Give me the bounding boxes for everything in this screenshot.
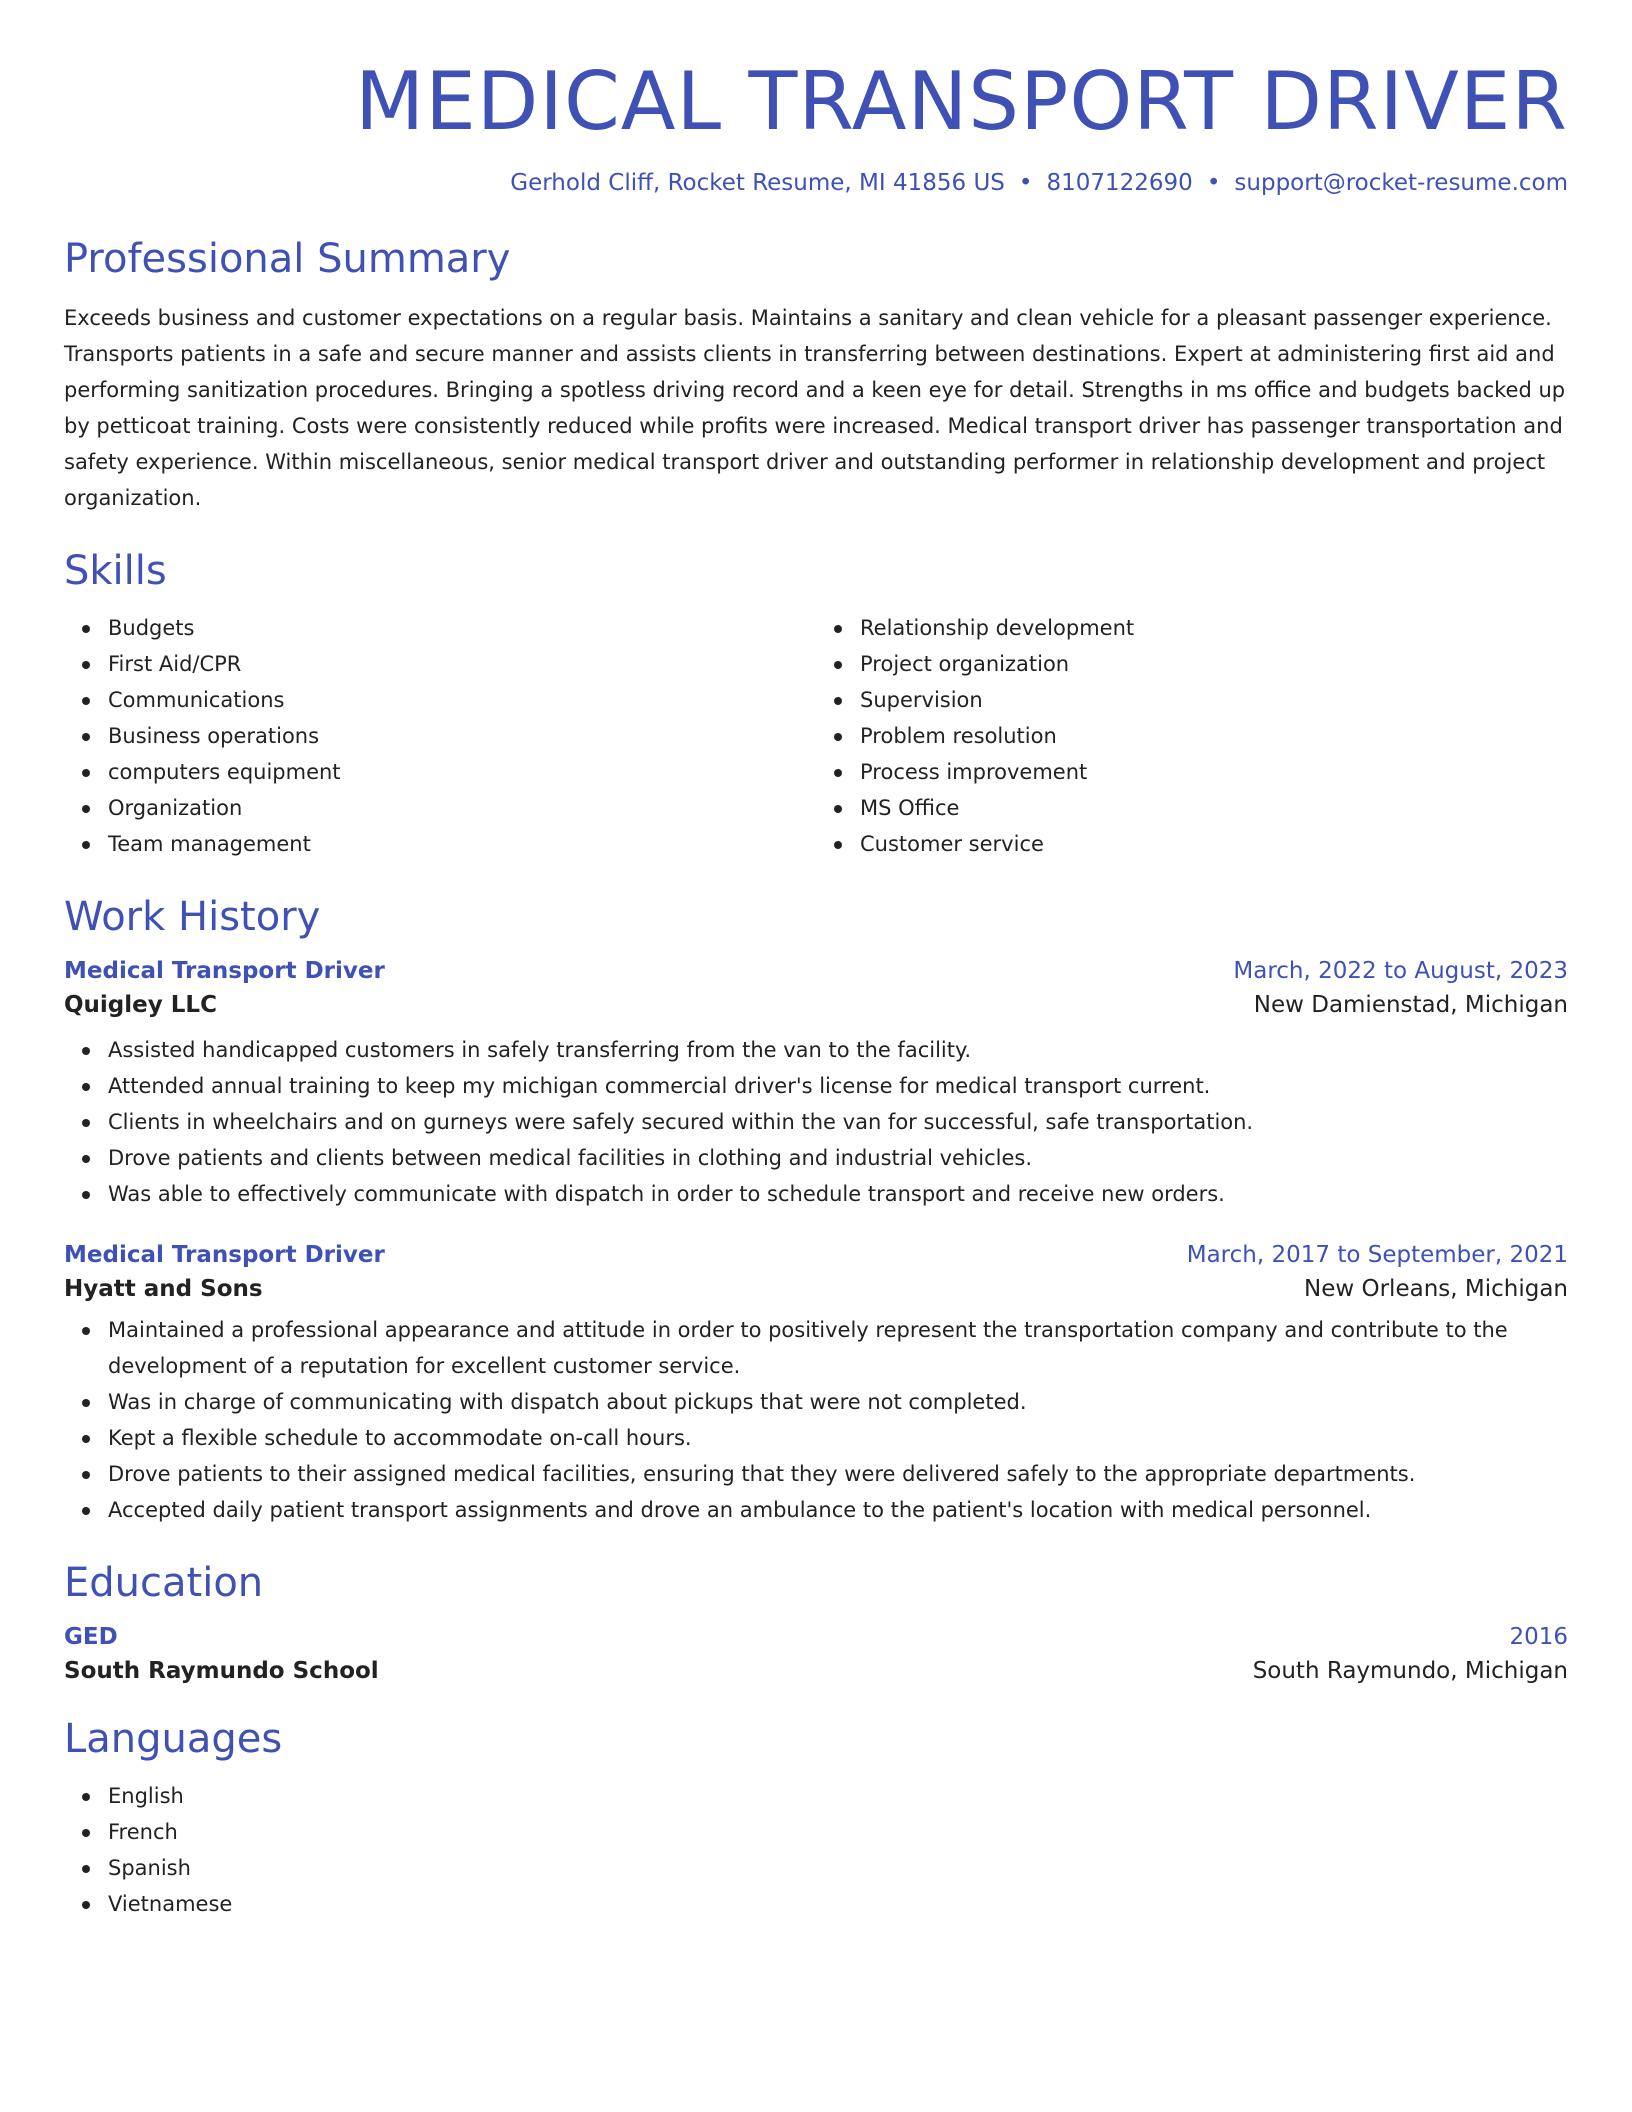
work-history-heading: Work History — [64, 894, 321, 940]
job-bullet: Was in charge of communicating with dispatch about pickups that were not completed. — [108, 1384, 1568, 1420]
contact-address: Gerhold Cliff, Rocket Resume, MI 41856 US — [510, 170, 1005, 196]
job-bullet: Accepted daily patient transport assignments and drove an ambulance to the patient's location with medical personnel. — [108, 1492, 1568, 1528]
skill-item: Relationship development — [860, 610, 1568, 646]
skills-section — [64, 546, 1568, 862]
job-header — [64, 958, 1568, 984]
language-item: Spanish — [108, 1850, 1568, 1886]
job-role: Medical Transport Driver — [64, 1242, 385, 1268]
skills-heading: Skills — [64, 548, 167, 594]
education-subheader — [64, 1658, 1568, 1684]
skill-item: Organization — [108, 790, 816, 826]
languages-section — [64, 1714, 1568, 1922]
language-item: Vietnamese — [108, 1886, 1568, 1922]
languages-heading: Languages — [64, 1716, 283, 1762]
skill-item: Problem resolution — [860, 718, 1568, 754]
job-entry — [64, 958, 1568, 1212]
contact-phone: 8107122690 — [1046, 170, 1193, 196]
job-header — [64, 1242, 1568, 1268]
language-item: English — [108, 1778, 1568, 1814]
job-company: Hyatt and Sons — [64, 1276, 263, 1302]
skill-item: Team management — [108, 826, 816, 862]
job-role: Medical Transport Driver — [64, 958, 385, 984]
summary-heading: Professional Summary — [64, 236, 511, 282]
skills-columns — [64, 610, 1568, 862]
education-year: 2016 — [1509, 1624, 1568, 1650]
job-bullet: Drove patients and clients between medical facilities in clothing and industrial vehicles. — [108, 1140, 1568, 1176]
skill-item: Project organization — [860, 646, 1568, 682]
job-bullet: Was able to effectively communicate with dispatch in order to schedule transport and receive new orders. — [108, 1176, 1568, 1212]
job-bullet: Clients in wheelchairs and on gurneys were safely secured within the van for successful, safe transportation. — [108, 1104, 1568, 1140]
job-bullets — [64, 1032, 1568, 1212]
job-dates: March, 2022 to August, 2023 — [1233, 958, 1568, 984]
education-degree: GED — [64, 1624, 118, 1650]
contact-email[interactable]: support@rocket-resume.com — [1234, 170, 1568, 196]
skill-item: First Aid/CPR — [108, 646, 816, 682]
job-bullet: Drove patients to their assigned medical facilities, ensuring that they were delivered safely to the appropriate departments. — [108, 1456, 1568, 1492]
skill-item: Process improvement — [860, 754, 1568, 790]
job-subheader — [64, 992, 1568, 1018]
work-history-section — [64, 892, 1568, 1528]
languages-list — [64, 1778, 1568, 1922]
skill-item: MS Office — [860, 790, 1568, 826]
skill-item: Supervision — [860, 682, 1568, 718]
job-entry — [64, 1242, 1568, 1528]
summary-text: Exceeds business and customer expectations on a regular basis. Maintains a sanitary and clean vehicle for a pleasant passenger experience. Transports patients in a safe and secure manner and assists clients in transferring between destinations. Expert at administering first aid and performing sanitization procedures. Bringing a spotless driving record and a keen eye for detail. Strengths in ms office and budgets backed up by petticoat training. Costs were consistently reduced while profits were increased. Medical transport driver has passenger transportation and safety experience. Within miscellaneous, senior medical transport driver and outstanding performer in relationship development and project organization. — [64, 306, 1566, 510]
skill-item: computers equipment — [108, 754, 816, 790]
job-location: New Orleans, Michigan — [1304, 1276, 1568, 1302]
job-bullet: Kept a flexible schedule to accommodate on-call hours. — [108, 1420, 1568, 1456]
education-section — [64, 1558, 1568, 1684]
language-item: French — [108, 1814, 1568, 1850]
skills-list-left — [64, 610, 816, 862]
skill-item: Budgets — [108, 610, 816, 646]
summary-section — [64, 234, 1568, 516]
job-location: New Damienstad, Michigan — [1253, 992, 1568, 1018]
skill-item: Customer service — [860, 826, 1568, 862]
resume-title: MEDICAL TRANSPORT DRIVER — [355, 55, 1568, 148]
skill-item: Communications — [108, 682, 816, 718]
education-header — [64, 1624, 1568, 1650]
job-bullet: Maintained a professional appearance and attitude in order to positively represent the transportation company and contribute to the development of a reputation for excellent customer service. — [108, 1312, 1568, 1384]
education-location: South Raymundo, Michigan — [1252, 1658, 1568, 1684]
contact-separator: • — [1018, 170, 1033, 196]
job-bullet: Assisted handicapped customers in safely transferring from the van to the facility. — [108, 1032, 1568, 1068]
job-bullets — [64, 1312, 1568, 1528]
job-subheader — [64, 1276, 1568, 1302]
education-school: South Raymundo School — [64, 1658, 379, 1684]
contact-separator: • — [1206, 170, 1221, 196]
skill-item: Business operations — [108, 718, 816, 754]
education-heading: Education — [64, 1560, 264, 1606]
job-dates: March, 2017 to September, 2021 — [1186, 1242, 1568, 1268]
job-bullet: Attended annual training to keep my michigan commercial driver's license for medical transport current. — [108, 1068, 1568, 1104]
skills-list-right — [816, 610, 1568, 862]
contact-line — [64, 170, 1568, 196]
job-company: Quigley LLC — [64, 992, 217, 1018]
